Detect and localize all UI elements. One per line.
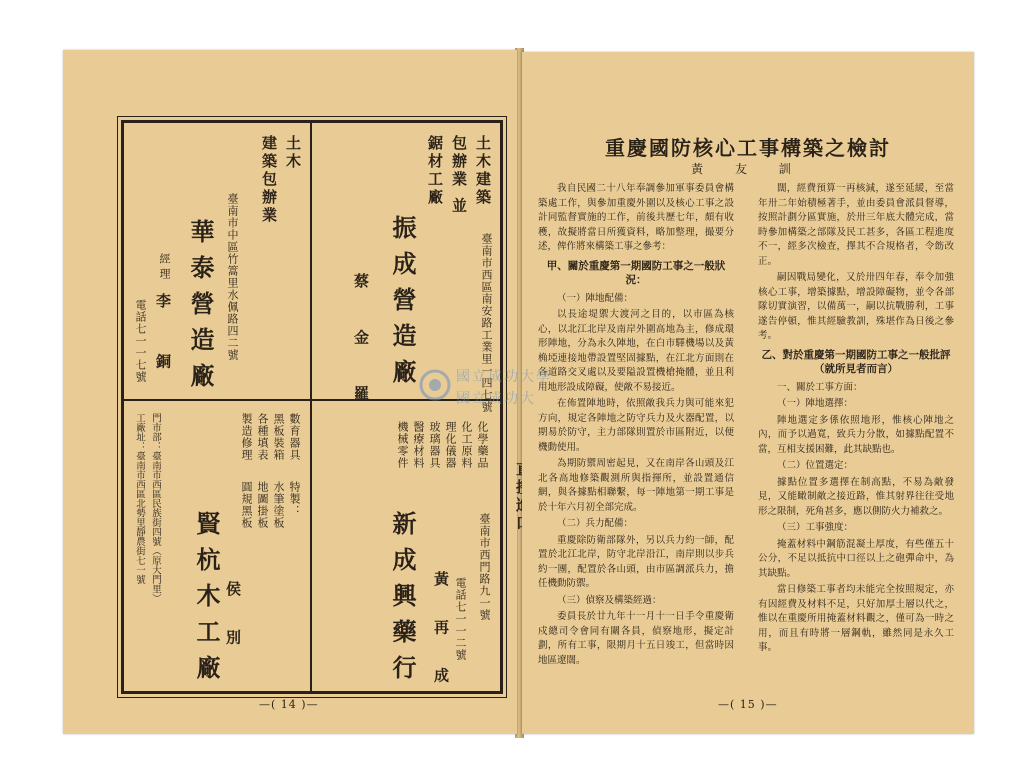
ad-address: 臺南市中區竹篙里水佩路四二號 [226,193,239,361]
text-column-left [538,182,734,670]
ad-goods: 數育器具 [288,413,301,461]
ad-company-name: 新成興藥行 [388,511,417,691]
ad-goods: 機械零件 [396,421,409,469]
ad-goods: 理化儀器 [444,421,457,469]
section-heading: （三）偵察及構築經過： [557,594,662,606]
ad-phone: 電話七一一二號 [454,577,467,661]
ad-company-name: 賢杭木工廠 [192,511,221,691]
ad-goods: 化學藥品 [476,421,489,469]
ad-company-name: 振成營造廠 [388,215,417,395]
ad-goods: 醫療材料 [412,421,425,469]
ad-address: 臺南市西門路九一號 [478,513,491,621]
paragraph: 為期防禦周密起見，又在南岸各山頭及江北各高地修築觀測所與指揮所，並設置通信網，與各據點相聯繫，每一陣地第一期工事是於十年六月初全部完成。 [538,458,734,513]
ad-huatai [124,123,310,397]
paragraph: 掩蓋材料中鋼筋混凝土厚度，有些僅五十公分，不足以抵抗中口徑以上之砲彈命中，為其缺點。 [758,538,954,579]
ad-goods: 玻璃器具 [428,421,441,469]
ad-goods: 各種填表 [256,413,269,461]
article-title: 重慶國防核心工事構築之檢討 [605,136,891,160]
ad-services: 包辦業 並 [450,135,468,216]
section-heading: （一）陣地選擇： [777,398,854,409]
ad-address: 工廠址：臺南市西區北勢里靜農街七一號 [134,413,145,584]
ad-phone: 電話七一一七號 [134,299,147,383]
ad-company-name: 華泰營造廠 [186,219,215,399]
watermark-emblem-icon [418,368,452,402]
page-number: —( 14 )— [259,698,319,711]
page-number: —( 15 )— [718,698,778,711]
paragraph: 陣地選定多係依照地形，惟核心陣地之內，而予以過寬，致兵力分散，如據點配置不當，互相支援困難，此其缺點也。 [758,414,954,455]
paragraph: 重慶除防衛部隊外，另以兵力約一師，配置於北江北岸，防守北岸沿江，南岸則以步兵約一團，配置於各山頭，由市區調派兵力，擔任機動防禦。 [538,534,734,589]
ad-address: 臺南市西區南安路工業里一四七號 [480,233,493,413]
paragraph: 當日修築工事者均未能完全按照規定，亦有因經費及材料不足，只好加厚土層以代之，惟以在重慶所用掩蓋材料觀之，僅可為一時之用，而且有時將一層鋼軌，雖然同是永久工事。 [758,584,954,653]
ad-address: 門市部：臺南市西區民族街四號（原大門里） [150,413,161,603]
section-heading: 乙、對於重慶第一期國防工事之一般批評（就所見者而言） [761,348,951,375]
watermark-text: 國立成功大學 [456,369,552,385]
paragraph: 據點位置多選擇在制高點，不易為敵發見，又能瞰制敵之接近路，惟其射界往往受地形之限制，死角甚多，應以側防火力補救之。 [758,476,954,517]
section-heading: （二）位置選定： [777,460,854,471]
ad-role: 經理 [158,253,171,283]
ad-special: 水筆塗板 [272,481,285,529]
ad-person: 侯 別 [224,581,242,659]
paragraph: 以長途堤禦大渡河之目的，以市區為核心，以北江北岸及南岸外圍高地為主，修成環形陣地，分為永久陣地，在白市驛機場以及黃桷埡連接地帶設置堅固據點，在江北方面則在各道路交叉處以及要隘設置機槍掩體，並且利用地形設成障礙，使敵不易接近。 [538,309,734,393]
ad-special: 地圖掛板 [256,481,269,529]
ad-person: 黃 再 成 [432,571,450,697]
ad-goods: 製造修理 [240,413,253,461]
paragraph: 在佈置陣地時，依照敵我兵力與可能來犯方向，規定各陣地之防守兵力及火器配置，以期易於防守，主力部隊則置於市區附近，以便機動使用。 [538,398,734,453]
ad-goods: 化工原料 [460,421,473,469]
section-heading: 一、關於工事方面： [777,381,863,393]
text-column-right [758,182,954,658]
right-page [522,52,974,734]
library-watermark [418,360,553,415]
ad-person: 李 銅 [154,293,172,389]
section-heading: （一）陣地配備： [557,292,634,304]
paragraph: 嗣因戰局變化，又於卅四年春，奉令加強核心工事，增築據點，增設障礙物，並令各部隊切實演習，以備萬一，嗣以抗戰勝利，工事遂告停頓，惟其經驗教訓，殊堪作為日後之參考。 [758,272,954,341]
watermark-text: 國立成功大 [456,391,536,407]
ad-xinchengxing [312,401,498,697]
paragraph: 我自民國二十八年奉調參加軍事委員會構築處工作，與參加重慶外圍以及核心工事之設計同監督實施的工作，前後共歷七年，頗有收穫，故擬將當日所獲資料，略加整理，撮要分述，俾作將來構築工事之參考： [538,183,734,252]
ad-special-label: 特製： [288,481,301,517]
ad-xianhang [124,401,310,691]
paragraph: 闊，經費預算一再核減，遂至延緩，至當年卅二年始積極著手，並由委員會派員督導，按照計劃分區實施，於卅三年底大體完成，當時參加構築之部隊及民工甚多，各區工程進度不一，經多次檢查，擇其不合規格者，令飭改正。 [758,183,954,267]
ad-person: 蔡 金 羅 [352,273,370,419]
ad-special: 圓規黑板 [240,481,253,529]
section-heading: 甲、關於重慶第一期國防工事之一般狀況： [546,259,726,286]
ad-services: 鋸材工廠 [426,135,444,207]
ad-goods: 黑板裝箱 [272,413,285,461]
ad-services: 土木建築 [474,135,492,207]
section-heading: （二）兵力配備： [557,518,634,529]
ad-services: 土木 [284,135,302,171]
article-author: 黃 友 訓 [691,162,805,176]
section-heading: （三）工事強度： [777,522,854,533]
paragraph: 委員長於廿九年十一月十一日手令重慶衛戍總司令會同有關各員，偵察地形，擬定計劃，所有工事，限期月十五日竣工，但當時因地區遼闊。 [538,611,734,666]
ad-services: 建築包辦業 [260,135,278,225]
